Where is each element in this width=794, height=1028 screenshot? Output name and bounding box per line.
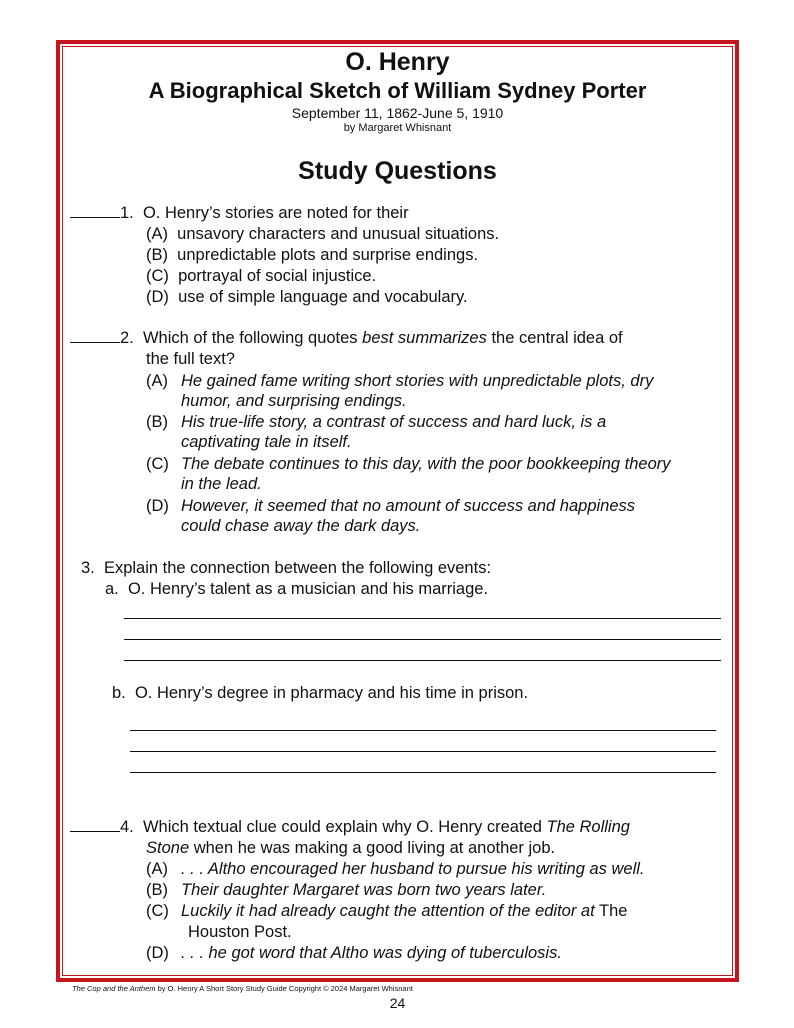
question-3: 3. Explain the connection between the following events: — [81, 559, 492, 577]
option-4b-label: (B) — [146, 881, 168, 899]
document-title: O. Henry — [345, 48, 450, 76]
answer-blank-1[interactable] — [70, 203, 120, 218]
option-4c-text-cont: Houston Post. — [188, 923, 292, 941]
life-dates: September 11, 1862-June 5, 1910 — [291, 105, 504, 121]
option-2a-text: He gained fame writing short stories with unpredictable plots, dry — [181, 372, 654, 390]
option-2b-text-cont: captivating tale in itself. — [181, 433, 352, 451]
answer-blank-2[interactable] — [70, 328, 120, 343]
option-1b: (B) unpredictable plots and surprise endings. — [146, 246, 479, 264]
question-number: 1. — [120, 204, 134, 222]
answer-line[interactable] — [130, 730, 716, 731]
option-4b-text: Their daughter Margaret was born two years later. — [181, 881, 547, 899]
answer-line[interactable] — [130, 772, 716, 773]
answer-line[interactable] — [124, 639, 721, 640]
answer-line[interactable] — [124, 660, 721, 661]
byline: by Margaret Whisnant — [343, 122, 452, 134]
option-2d-text-cont: could chase away the dark days. — [181, 517, 421, 535]
option-1d: (D) use of simple language and vocabulary. — [146, 288, 468, 306]
document-subtitle: A Biographical Sketch of William Sydney Porter — [148, 78, 647, 103]
option-2a-label: (A) — [146, 372, 168, 390]
question-4-line2: Stone when he was making a good living at another job. — [146, 839, 556, 857]
question-3a: a. O. Henry’s talent as a musician and his marriage. — [105, 580, 489, 598]
option-2c-text-cont: in the lead. — [181, 475, 262, 493]
question-1 — [70, 203, 409, 224]
question-2: 2. Which of the following quotes best summarizes the central idea of — [70, 328, 623, 349]
option-1a: (A) unsavory characters and unusual situations. — [146, 225, 500, 243]
question-stem: O. Henry’s stories are noted for their — [142, 204, 409, 222]
answer-line[interactable] — [124, 618, 721, 619]
answer-blank-4[interactable] — [70, 817, 120, 832]
answer-line[interactable] — [130, 751, 716, 752]
question-3b: b. O. Henry’s degree in pharmacy and his time in prison. — [112, 684, 529, 702]
option-4c-text: Luckily it had already caught the attention of the editor at The — [181, 902, 628, 920]
option-2d-text: However, it seemed that no amount of success and happiness — [181, 497, 636, 515]
question-2-line2: the full text? — [146, 350, 235, 368]
option-4c-label: (C) — [146, 902, 169, 920]
option-4d-text: . . . he got word that Altho was dying of tuberculosis. — [181, 944, 562, 962]
option-2c-label: (C) — [146, 455, 169, 473]
option-2b-label: (B) — [146, 413, 168, 431]
option-2b-text: His true-life story, a contrast of success and hard luck, is a — [181, 413, 607, 431]
question-4: 4. Which textual clue could explain why O. Henry created The Rolling — [70, 817, 630, 838]
option-2c-text: The debate continues to this day, with the poor bookkeeping theory — [181, 455, 671, 473]
option-4a-label: (A) — [146, 860, 168, 878]
option-1c: (C) portrayal of social injustice. — [146, 267, 377, 285]
option-2a-text-cont: humor, and surprising endings. — [181, 392, 407, 410]
option-2d-label: (D) — [146, 497, 169, 515]
option-4a-text: . . . Altho encouraged her husband to pursue his writing as well. — [181, 860, 645, 878]
footer-credit: The Cop and the Anthem by O. Henry A Short Story Study Guide Copyright © 2024 Margaret Whisnant — [72, 984, 413, 993]
option-4d-label: (D) — [146, 944, 169, 962]
page-number: 24 — [389, 995, 406, 1011]
section-heading: Study Questions — [298, 157, 497, 185]
